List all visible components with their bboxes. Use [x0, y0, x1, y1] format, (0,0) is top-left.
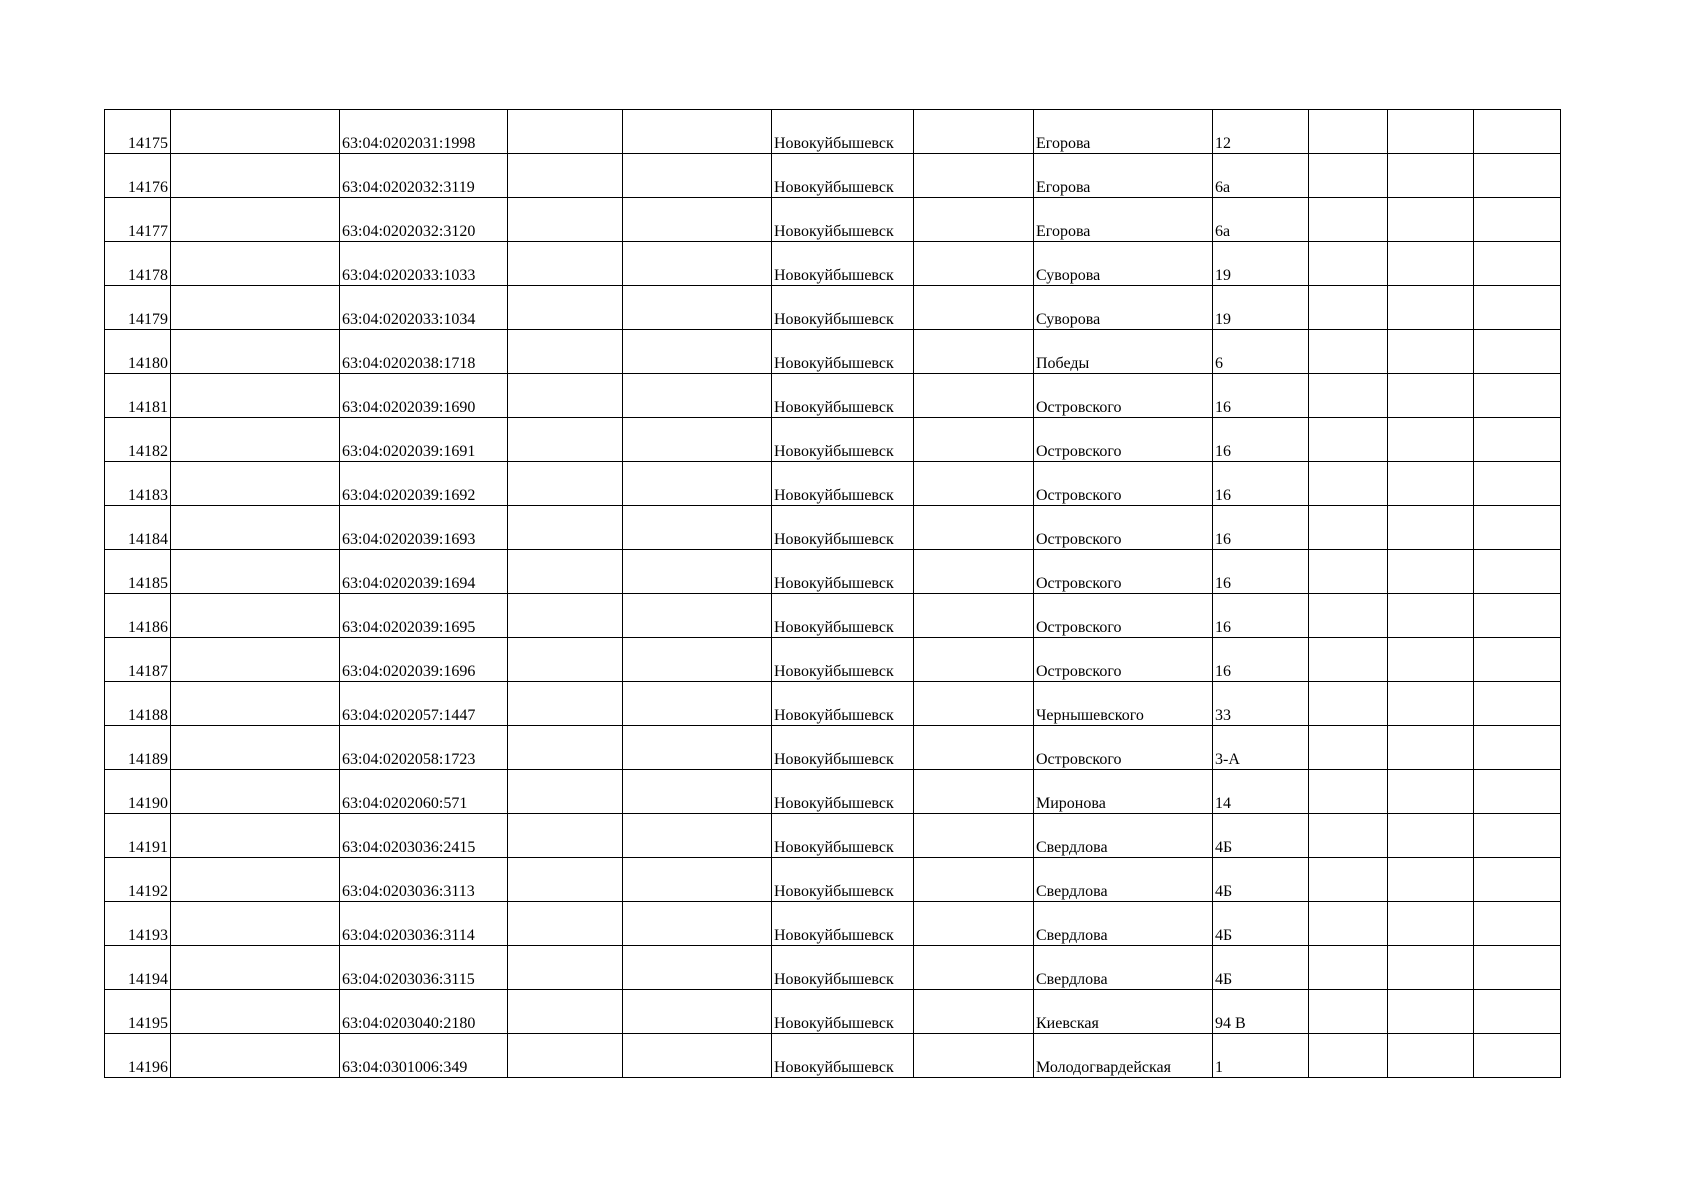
- empty-cell: [1388, 814, 1474, 858]
- empty-cell: [914, 682, 1034, 726]
- empty-cell: [914, 286, 1034, 330]
- empty-cell: [914, 330, 1034, 374]
- empty-cell: [1388, 946, 1474, 990]
- empty-cell: [508, 550, 623, 594]
- row-number-cell: 14179: [105, 286, 171, 330]
- city-cell: Новокуйбышевск: [772, 682, 914, 726]
- empty-cell: [914, 1034, 1034, 1078]
- row-number-cell: 14192: [105, 858, 171, 902]
- house-number-cell: 12: [1213, 110, 1309, 154]
- cadastral-number-cell: 63:04:0202039:1693: [340, 506, 508, 550]
- empty-cell: [508, 946, 623, 990]
- empty-cell: [623, 198, 772, 242]
- empty-cell: [171, 858, 340, 902]
- empty-cell: [1474, 770, 1561, 814]
- empty-cell: [1474, 550, 1561, 594]
- empty-cell: [1474, 418, 1561, 462]
- street-cell: Островского: [1034, 506, 1213, 550]
- empty-cell: [1309, 110, 1388, 154]
- row-number-cell: 14177: [105, 198, 171, 242]
- table-row: [105, 594, 1561, 638]
- empty-cell: [1474, 330, 1561, 374]
- empty-cell: [1309, 374, 1388, 418]
- empty-cell: [1388, 638, 1474, 682]
- house-number-cell: 16: [1213, 462, 1309, 506]
- empty-cell: [1474, 638, 1561, 682]
- table-row: [105, 374, 1561, 418]
- cadastral-number-cell: 63:04:0203036:3113: [340, 858, 508, 902]
- empty-cell: [623, 462, 772, 506]
- table-row: [105, 286, 1561, 330]
- table-row: [105, 506, 1561, 550]
- street-cell: Островского: [1034, 638, 1213, 682]
- table-row: [105, 550, 1561, 594]
- street-cell: Победы: [1034, 330, 1213, 374]
- empty-cell: [171, 110, 340, 154]
- row-number-cell: 14185: [105, 550, 171, 594]
- empty-cell: [171, 594, 340, 638]
- street-cell: Киевская: [1034, 990, 1213, 1034]
- street-cell: Миронова: [1034, 770, 1213, 814]
- empty-cell: [1388, 242, 1474, 286]
- house-number-cell: 94 В: [1213, 990, 1309, 1034]
- cadastral-number-cell: 63:04:0202033:1034: [340, 286, 508, 330]
- table-row: [105, 858, 1561, 902]
- empty-cell: [623, 726, 772, 770]
- cadastral-number-cell: 63:04:0202039:1690: [340, 374, 508, 418]
- empty-cell: [171, 1034, 340, 1078]
- empty-cell: [623, 902, 772, 946]
- street-cell: Суворова: [1034, 286, 1213, 330]
- street-cell: Молодогвардейская: [1034, 1034, 1213, 1078]
- empty-cell: [1474, 726, 1561, 770]
- empty-cell: [508, 198, 623, 242]
- empty-cell: [1309, 198, 1388, 242]
- cadastral-number-cell: 63:04:0202039:1694: [340, 550, 508, 594]
- empty-cell: [1309, 814, 1388, 858]
- empty-cell: [914, 726, 1034, 770]
- city-cell: Новокуйбышевск: [772, 198, 914, 242]
- row-number-cell: 14190: [105, 770, 171, 814]
- house-number-cell: 6а: [1213, 154, 1309, 198]
- house-number-cell: 6: [1213, 330, 1309, 374]
- empty-cell: [1309, 594, 1388, 638]
- empty-cell: [171, 154, 340, 198]
- empty-cell: [171, 374, 340, 418]
- empty-cell: [1309, 1034, 1388, 1078]
- empty-cell: [1388, 198, 1474, 242]
- empty-cell: [914, 462, 1034, 506]
- cadastral-number-cell: 63:04:0202058:1723: [340, 726, 508, 770]
- cadastral-number-cell: 63:04:0203040:2180: [340, 990, 508, 1034]
- empty-cell: [623, 110, 772, 154]
- house-number-cell: 19: [1213, 242, 1309, 286]
- empty-cell: [171, 726, 340, 770]
- row-number-cell: 14187: [105, 638, 171, 682]
- empty-cell: [171, 990, 340, 1034]
- cadastral-number-cell: 63:04:0202038:1718: [340, 330, 508, 374]
- empty-cell: [914, 242, 1034, 286]
- city-cell: Новокуйбышевск: [772, 374, 914, 418]
- empty-cell: [508, 506, 623, 550]
- table-row: [105, 154, 1561, 198]
- cadastral-number-cell: 63:04:0203036:3115: [340, 946, 508, 990]
- empty-cell: [171, 770, 340, 814]
- cadastral-number-cell: 63:04:0203036:2415: [340, 814, 508, 858]
- empty-cell: [1309, 242, 1388, 286]
- empty-cell: [1388, 506, 1474, 550]
- house-number-cell: 4Б: [1213, 858, 1309, 902]
- row-number-cell: 14183: [105, 462, 171, 506]
- empty-cell: [171, 946, 340, 990]
- cadastral-number-cell: 63:04:0202032:3120: [340, 198, 508, 242]
- empty-cell: [1309, 330, 1388, 374]
- empty-cell: [1309, 726, 1388, 770]
- empty-cell: [508, 858, 623, 902]
- empty-cell: [623, 242, 772, 286]
- row-number-cell: 14178: [105, 242, 171, 286]
- row-number-cell: 14182: [105, 418, 171, 462]
- street-cell: Свердлова: [1034, 902, 1213, 946]
- street-cell: Островского: [1034, 462, 1213, 506]
- empty-cell: [508, 242, 623, 286]
- house-number-cell: 16: [1213, 374, 1309, 418]
- empty-cell: [1309, 770, 1388, 814]
- house-number-cell: 14: [1213, 770, 1309, 814]
- empty-cell: [508, 638, 623, 682]
- street-cell: Островского: [1034, 550, 1213, 594]
- street-cell: Чернышевского: [1034, 682, 1213, 726]
- empty-cell: [1388, 110, 1474, 154]
- empty-cell: [623, 946, 772, 990]
- empty-cell: [914, 110, 1034, 154]
- row-number-cell: 14188: [105, 682, 171, 726]
- cadastral-number-cell: 63:04:0203036:3114: [340, 902, 508, 946]
- table-row: [105, 418, 1561, 462]
- city-cell: Новокуйбышевск: [772, 946, 914, 990]
- empty-cell: [508, 110, 623, 154]
- city-cell: Новокуйбышевск: [772, 550, 914, 594]
- empty-cell: [508, 1034, 623, 1078]
- house-number-cell: 6а: [1213, 198, 1309, 242]
- empty-cell: [171, 330, 340, 374]
- street-cell: Суворова: [1034, 242, 1213, 286]
- empty-cell: [1388, 286, 1474, 330]
- house-number-cell: 16: [1213, 638, 1309, 682]
- table-row: [105, 770, 1561, 814]
- empty-cell: [1309, 286, 1388, 330]
- city-cell: Новокуйбышевск: [772, 770, 914, 814]
- house-number-cell: 16: [1213, 418, 1309, 462]
- empty-cell: [1388, 682, 1474, 726]
- empty-cell: [1474, 242, 1561, 286]
- cadastral-number-cell: 63:04:0202031:1998: [340, 110, 508, 154]
- street-cell: Егорова: [1034, 198, 1213, 242]
- empty-cell: [914, 154, 1034, 198]
- empty-cell: [914, 374, 1034, 418]
- registry-table: [104, 109, 1561, 1078]
- house-number-cell: 16: [1213, 506, 1309, 550]
- cadastral-number-cell: 63:04:0202033:1033: [340, 242, 508, 286]
- empty-cell: [1388, 330, 1474, 374]
- empty-cell: [623, 330, 772, 374]
- empty-cell: [1309, 154, 1388, 198]
- empty-cell: [1309, 682, 1388, 726]
- city-cell: Новокуйбышевск: [772, 814, 914, 858]
- city-cell: Новокуйбышевск: [772, 286, 914, 330]
- empty-cell: [508, 770, 623, 814]
- empty-cell: [623, 506, 772, 550]
- empty-cell: [171, 242, 340, 286]
- empty-cell: [1474, 682, 1561, 726]
- empty-cell: [623, 418, 772, 462]
- empty-cell: [1309, 990, 1388, 1034]
- street-cell: Островского: [1034, 594, 1213, 638]
- empty-cell: [914, 638, 1034, 682]
- empty-cell: [914, 550, 1034, 594]
- city-cell: Новокуйбышевск: [772, 902, 914, 946]
- empty-cell: [623, 374, 772, 418]
- cadastral-number-cell: 63:04:0202039:1692: [340, 462, 508, 506]
- city-cell: Новокуйбышевск: [772, 154, 914, 198]
- city-cell: Новокуйбышевск: [772, 242, 914, 286]
- empty-cell: [171, 902, 340, 946]
- row-number-cell: 14184: [105, 506, 171, 550]
- empty-cell: [623, 858, 772, 902]
- house-number-cell: 4Б: [1213, 902, 1309, 946]
- table-row: [105, 242, 1561, 286]
- table-row: [105, 638, 1561, 682]
- empty-cell: [171, 198, 340, 242]
- row-number-cell: 14176: [105, 154, 171, 198]
- city-cell: Новокуйбышевск: [772, 506, 914, 550]
- empty-cell: [1474, 814, 1561, 858]
- empty-cell: [1388, 374, 1474, 418]
- empty-cell: [1474, 110, 1561, 154]
- table-row: [105, 462, 1561, 506]
- table-row: [105, 330, 1561, 374]
- empty-cell: [508, 418, 623, 462]
- city-cell: Новокуйбышевск: [772, 594, 914, 638]
- empty-cell: [623, 550, 772, 594]
- row-number-cell: 14180: [105, 330, 171, 374]
- table-row: [105, 1034, 1561, 1078]
- empty-cell: [1474, 1034, 1561, 1078]
- empty-cell: [914, 770, 1034, 814]
- street-cell: Егорова: [1034, 154, 1213, 198]
- empty-cell: [1388, 154, 1474, 198]
- empty-cell: [1388, 726, 1474, 770]
- empty-cell: [1474, 902, 1561, 946]
- city-cell: Новокуйбышевск: [772, 1034, 914, 1078]
- empty-cell: [1474, 506, 1561, 550]
- cadastral-number-cell: 63:04:0301006:349: [340, 1034, 508, 1078]
- empty-cell: [508, 462, 623, 506]
- empty-cell: [623, 1034, 772, 1078]
- empty-cell: [508, 990, 623, 1034]
- empty-cell: [1474, 858, 1561, 902]
- street-cell: Свердлова: [1034, 858, 1213, 902]
- empty-cell: [1388, 1034, 1474, 1078]
- empty-cell: [1388, 418, 1474, 462]
- city-cell: Новокуйбышевск: [772, 110, 914, 154]
- empty-cell: [1474, 198, 1561, 242]
- empty-cell: [1388, 990, 1474, 1034]
- empty-cell: [914, 198, 1034, 242]
- table-row: [105, 946, 1561, 990]
- empty-cell: [1309, 946, 1388, 990]
- street-cell: Островского: [1034, 726, 1213, 770]
- empty-cell: [171, 462, 340, 506]
- city-cell: Новокуйбышевск: [772, 858, 914, 902]
- table-row: [105, 902, 1561, 946]
- empty-cell: [914, 902, 1034, 946]
- house-number-cell: 1: [1213, 1034, 1309, 1078]
- city-cell: Новокуйбышевск: [772, 726, 914, 770]
- cadastral-number-cell: 63:04:0202039:1696: [340, 638, 508, 682]
- cadastral-number-cell: 63:04:0202039:1691: [340, 418, 508, 462]
- empty-cell: [914, 990, 1034, 1034]
- empty-cell: [1474, 374, 1561, 418]
- empty-cell: [1309, 858, 1388, 902]
- empty-cell: [508, 330, 623, 374]
- house-number-cell: 19: [1213, 286, 1309, 330]
- empty-cell: [508, 286, 623, 330]
- table-row: [105, 726, 1561, 770]
- empty-cell: [1388, 902, 1474, 946]
- table-row: [105, 814, 1561, 858]
- empty-cell: [914, 506, 1034, 550]
- empty-cell: [623, 814, 772, 858]
- empty-cell: [914, 594, 1034, 638]
- table-row: [105, 110, 1561, 154]
- empty-cell: [1309, 462, 1388, 506]
- street-cell: Свердлова: [1034, 946, 1213, 990]
- empty-cell: [623, 990, 772, 1034]
- empty-cell: [171, 286, 340, 330]
- empty-cell: [1309, 638, 1388, 682]
- street-cell: Егорова: [1034, 110, 1213, 154]
- empty-cell: [1474, 154, 1561, 198]
- empty-cell: [623, 770, 772, 814]
- street-cell: Свердлова: [1034, 814, 1213, 858]
- cadastral-number-cell: 63:04:0202057:1447: [340, 682, 508, 726]
- city-cell: Новокуйбышевск: [772, 462, 914, 506]
- empty-cell: [623, 154, 772, 198]
- house-number-cell: 33: [1213, 682, 1309, 726]
- empty-cell: [623, 594, 772, 638]
- house-number-cell: 4Б: [1213, 814, 1309, 858]
- empty-cell: [1474, 946, 1561, 990]
- empty-cell: [171, 418, 340, 462]
- empty-cell: [1309, 550, 1388, 594]
- row-number-cell: 14191: [105, 814, 171, 858]
- row-number-cell: 14189: [105, 726, 171, 770]
- row-number-cell: 14194: [105, 946, 171, 990]
- empty-cell: [914, 946, 1034, 990]
- house-number-cell: 4Б: [1213, 946, 1309, 990]
- street-cell: Островского: [1034, 374, 1213, 418]
- table-row: [105, 198, 1561, 242]
- city-cell: Новокуйбышевск: [772, 418, 914, 462]
- empty-cell: [914, 418, 1034, 462]
- row-number-cell: 14181: [105, 374, 171, 418]
- cadastral-number-cell: 63:04:0202060:571: [340, 770, 508, 814]
- empty-cell: [1388, 770, 1474, 814]
- empty-cell: [1309, 418, 1388, 462]
- row-number-cell: 14186: [105, 594, 171, 638]
- empty-cell: [508, 902, 623, 946]
- table-body: [105, 110, 1561, 1078]
- row-number-cell: 14195: [105, 990, 171, 1034]
- house-number-cell: 3-А: [1213, 726, 1309, 770]
- empty-cell: [623, 638, 772, 682]
- table-row: [105, 990, 1561, 1034]
- table-row: [105, 682, 1561, 726]
- empty-cell: [1388, 858, 1474, 902]
- empty-cell: [914, 814, 1034, 858]
- empty-cell: [508, 682, 623, 726]
- city-cell: Новокуйбышевск: [772, 330, 914, 374]
- empty-cell: [508, 374, 623, 418]
- empty-cell: [1474, 990, 1561, 1034]
- empty-cell: [1309, 506, 1388, 550]
- empty-cell: [171, 550, 340, 594]
- empty-cell: [171, 682, 340, 726]
- row-number-cell: 14175: [105, 110, 171, 154]
- row-number-cell: 14193: [105, 902, 171, 946]
- city-cell: Новокуйбышевск: [772, 638, 914, 682]
- empty-cell: [914, 858, 1034, 902]
- empty-cell: [1388, 550, 1474, 594]
- empty-cell: [171, 814, 340, 858]
- house-number-cell: 16: [1213, 550, 1309, 594]
- empty-cell: [623, 286, 772, 330]
- empty-cell: [171, 638, 340, 682]
- empty-cell: [623, 682, 772, 726]
- house-number-cell: 16: [1213, 594, 1309, 638]
- empty-cell: [508, 726, 623, 770]
- city-cell: Новокуйбышевск: [772, 990, 914, 1034]
- empty-cell: [1474, 594, 1561, 638]
- empty-cell: [171, 506, 340, 550]
- empty-cell: [508, 594, 623, 638]
- row-number-cell: 14196: [105, 1034, 171, 1078]
- cadastral-number-cell: 63:04:0202039:1695: [340, 594, 508, 638]
- cadastral-number-cell: 63:04:0202032:3119: [340, 154, 508, 198]
- empty-cell: [1309, 902, 1388, 946]
- empty-cell: [1474, 462, 1561, 506]
- empty-cell: [508, 814, 623, 858]
- empty-cell: [1388, 462, 1474, 506]
- empty-cell: [1474, 286, 1561, 330]
- empty-cell: [508, 154, 623, 198]
- empty-cell: [1388, 594, 1474, 638]
- street-cell: Островского: [1034, 418, 1213, 462]
